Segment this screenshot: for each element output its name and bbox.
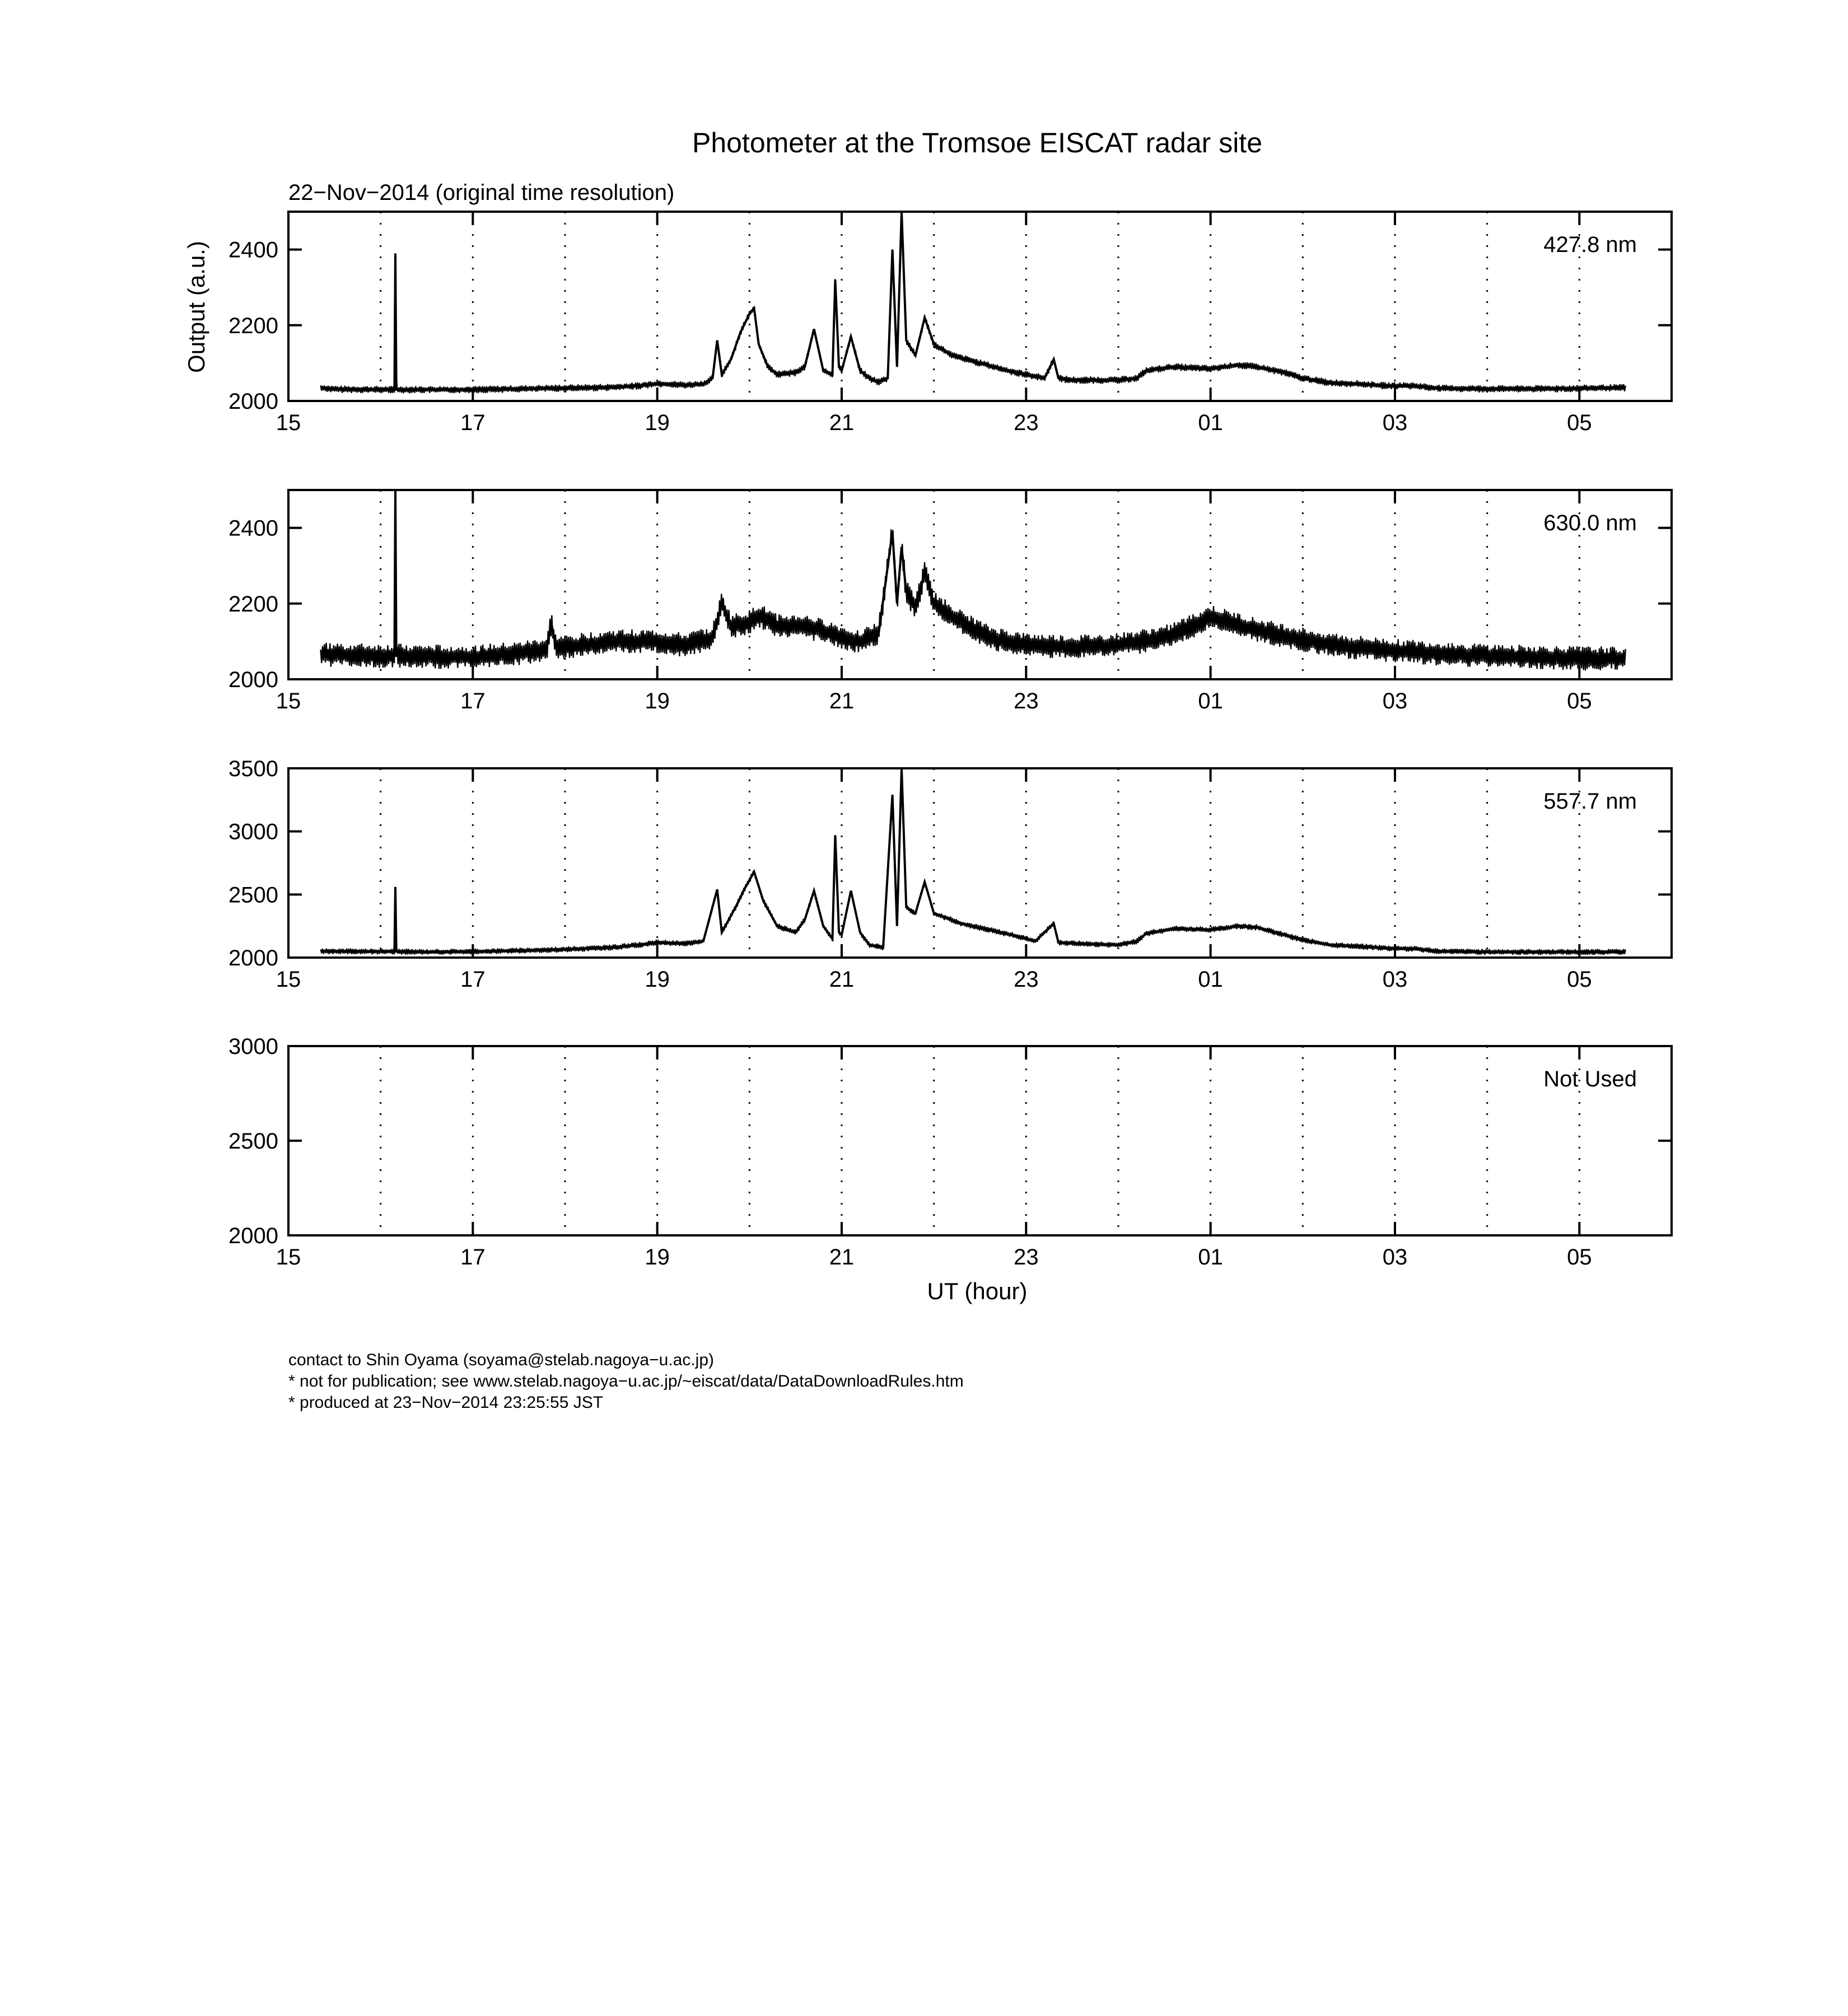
footer-publication-note: * not for publication; see www.stelab.nagoya−u.ac.jp/~eiscat/data/DataDownloadRules.htm <box>288 1372 964 1390</box>
x-tick-label-3-3: 21 <box>829 967 855 992</box>
y-tick-label-3-3: 3500 <box>228 757 278 781</box>
x-tick-label-2-2: 19 <box>645 689 670 713</box>
y-axis-label: Output (a.u.) <box>183 241 209 373</box>
x-axis-label: UT (hour) <box>927 1278 1028 1304</box>
panel-1 <box>228 212 1672 435</box>
x-tick-label-2-5: 01 <box>1198 689 1223 713</box>
chart-subtitle: 22−Nov−2014 (original time resolution) <box>288 180 675 205</box>
x-tick-label-3-0: 15 <box>276 967 301 992</box>
footer-notes <box>288 1350 964 1413</box>
x-tick-label-3-2: 19 <box>645 967 670 992</box>
panel-label-3: 557.7 nm <box>1543 789 1637 814</box>
footer-produced-at: * produced at 23−Nov−2014 23:25:55 JST <box>288 1393 604 1412</box>
x-tick-label-3-1: 17 <box>460 967 486 992</box>
x-tick-label-4-6: 03 <box>1382 1245 1408 1270</box>
x-tick-label-3-4: 23 <box>1014 967 1039 992</box>
x-tick-label-4-7: 05 <box>1567 1245 1592 1270</box>
panel-label-1: 427.8 nm <box>1543 232 1637 257</box>
y-tick-label-3-0: 2000 <box>228 946 278 970</box>
x-tick-label-4-5: 01 <box>1198 1245 1223 1270</box>
x-tick-label-1-4: 23 <box>1014 410 1039 435</box>
x-tick-label-4-3: 21 <box>829 1245 855 1270</box>
x-tick-label-2-6: 03 <box>1382 689 1408 713</box>
y-tick-label-3-1: 2500 <box>228 883 278 908</box>
x-tick-label-2-3: 21 <box>829 689 855 713</box>
x-tick-label-4-4: 23 <box>1014 1245 1039 1270</box>
y-tick-label-2-1: 2200 <box>228 591 278 617</box>
x-tick-label-3-7: 05 <box>1567 967 1592 992</box>
series-line-1 <box>321 223 1626 393</box>
panel-label-2: 630.0 nm <box>1543 511 1637 535</box>
y-tick-label-3-2: 3000 <box>228 819 278 844</box>
footer-contact: contact to Shin Oyama (soyama@stelab.nagoya−u.ac.jp) <box>288 1351 715 1369</box>
chart-title: Photometer at the Tromsoe EISCAT radar site <box>692 127 1263 158</box>
panel-frame-4 <box>288 1046 1672 1235</box>
series-line-3 <box>321 780 1626 954</box>
y-tick-label-1-1: 2200 <box>228 313 278 338</box>
x-tick-label-1-2: 19 <box>645 410 670 435</box>
x-tick-label-4-1: 17 <box>460 1245 486 1270</box>
x-tick-label-1-0: 15 <box>276 410 301 435</box>
y-tick-label-4-2: 3000 <box>228 1034 278 1059</box>
y-tick-label-1-0: 2000 <box>228 389 278 414</box>
x-tick-label-2-0: 15 <box>276 689 301 713</box>
x-tick-label-2-7: 05 <box>1567 689 1592 713</box>
x-tick-label-4-2: 19 <box>645 1245 670 1270</box>
y-tick-label-4-0: 2000 <box>228 1224 278 1248</box>
x-tick-label-2-1: 17 <box>460 689 486 713</box>
series-line-2 <box>321 505 1626 670</box>
y-tick-label-2-0: 2000 <box>228 668 278 692</box>
panel-frame-1 <box>288 212 1672 401</box>
panel-2 <box>228 490 1672 713</box>
x-tick-label-3-6: 03 <box>1382 967 1408 992</box>
x-tick-label-3-5: 01 <box>1198 967 1223 992</box>
series-envelope-1 <box>321 212 1626 390</box>
panel-3 <box>228 757 1672 992</box>
panel-label-4: Not Used <box>1543 1067 1637 1091</box>
panel-4 <box>228 1034 1672 1270</box>
x-tick-label-4-0: 15 <box>276 1245 301 1270</box>
x-tick-label-1-3: 21 <box>829 410 855 435</box>
x-tick-label-1-6: 03 <box>1382 410 1408 435</box>
x-tick-label-1-5: 01 <box>1198 410 1223 435</box>
x-tick-label-1-7: 05 <box>1567 410 1592 435</box>
y-tick-label-1-2: 2400 <box>228 237 278 263</box>
y-tick-label-2-2: 2400 <box>228 516 278 541</box>
x-tick-label-2-4: 23 <box>1014 689 1039 713</box>
panels-group <box>228 212 1672 1270</box>
x-tick-label-1-1: 17 <box>460 410 486 435</box>
y-tick-label-4-1: 2500 <box>228 1129 278 1154</box>
